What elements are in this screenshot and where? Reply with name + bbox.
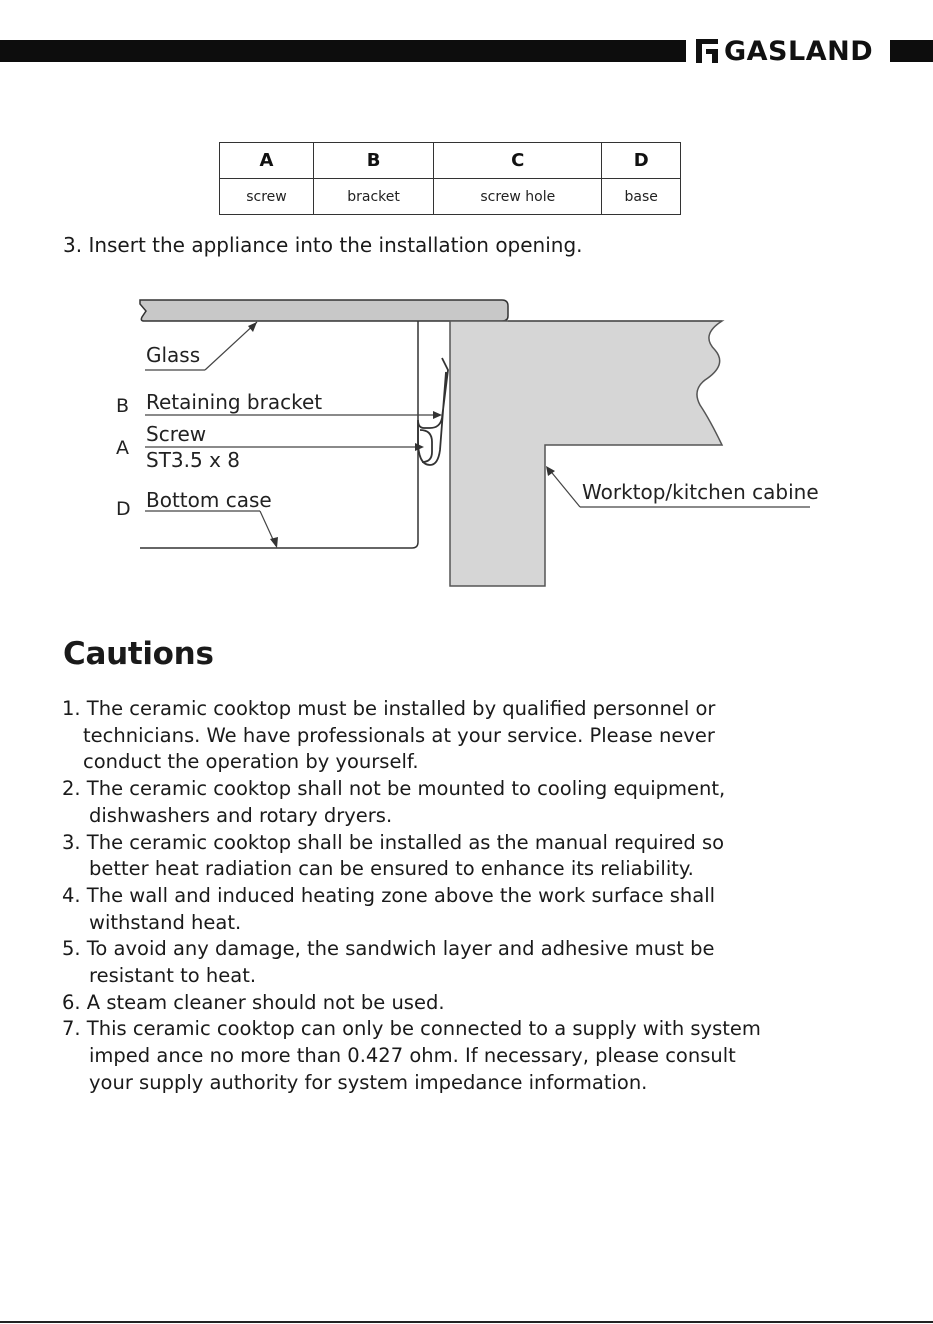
caution-line: 3. The ceramic cooktop shall be installed as the manual required so (62, 830, 725, 854)
glass-panel (140, 300, 508, 321)
caution-line: 4. The wall and induced heating zone above the work surface shall (62, 883, 716, 907)
letter-a: A (116, 437, 129, 459)
worktop-leader (548, 468, 580, 507)
parts-value: screw hole (434, 179, 602, 215)
caution-item (62, 936, 922, 989)
caution-item (62, 830, 922, 883)
header-bar-end (890, 40, 933, 62)
caution-line: better heat radiation can be ensured to enhance its reliability. (89, 857, 694, 881)
label-screw-size: ST3.5 x 8 (146, 448, 240, 472)
caution-line: 2. The ceramic cooktop shall not be mounted to cooling equipment, (62, 777, 726, 801)
caution-item (62, 1016, 922, 1096)
parts-header: D (602, 143, 681, 179)
parts-table (219, 142, 681, 215)
label-retaining-bracket: Retaining bracket (146, 390, 323, 414)
caution-line: 7. This ceramic cooktop can only be connected to a supply with system (62, 1017, 761, 1041)
parts-header: A (220, 143, 314, 179)
parts-header: C (434, 143, 602, 179)
bottom-case-arrowhead (270, 537, 278, 548)
header-bar (0, 40, 686, 62)
label-glass: Glass (146, 343, 201, 367)
parts-table-header-row (220, 143, 681, 179)
caution-line: conduct the operation by yourself. (83, 750, 419, 774)
letter-d: D (116, 498, 131, 520)
parts-value: bracket (313, 179, 433, 215)
parts-header: B (313, 143, 433, 179)
cautions-list (62, 696, 922, 1097)
parts-value: base (602, 179, 681, 215)
installation-diagram (100, 290, 860, 600)
worktop-shape (450, 321, 722, 586)
caution-line: 5. To avoid any damage, the sandwich layer and adhesive must be (62, 937, 715, 961)
caution-line: your supply authority for system impedance information. (89, 1070, 648, 1094)
caution-item (62, 776, 922, 829)
footer-rule (0, 1321, 933, 1323)
glass-leader (205, 322, 257, 370)
caution-line: dishwashers and rotary dryers. (89, 803, 393, 827)
label-worktop: Worktop/kitchen cabine (582, 480, 819, 504)
label-bottom-case: Bottom case (146, 488, 272, 512)
screw-shape (420, 430, 432, 462)
label-screw: Screw (146, 422, 207, 446)
parts-table-value-row (220, 179, 681, 215)
caution-line: technicians. We have professionals at your service. Please never (83, 723, 715, 747)
caution-line: imped ance no more than 0.427 ohm. If necessary, please consult (89, 1044, 736, 1068)
caution-item (62, 990, 922, 1017)
brand-mark-icon (696, 39, 718, 63)
letter-b: B (116, 395, 130, 417)
screw-arrowhead (415, 443, 424, 451)
brand-name: GASLAND (724, 35, 874, 67)
caution-line: 6. A steam cleaner should not be used. (62, 990, 445, 1014)
caution-line: 1. The ceramic cooktop must be installed by qualified personnel or (62, 697, 716, 720)
glass-arrowhead (248, 322, 257, 332)
caution-item (62, 883, 922, 936)
caution-item (62, 696, 922, 776)
cautions-title: Cautions (63, 636, 214, 672)
parts-value: screw (220, 179, 314, 215)
step-3-instruction: 3. Insert the appliance into the installation opening. (63, 233, 583, 257)
caution-line: resistant to heat. (89, 964, 257, 988)
caution-line: withstand heat. (89, 910, 242, 934)
bracket-arrowhead (433, 411, 442, 419)
brand-logo (696, 34, 873, 68)
